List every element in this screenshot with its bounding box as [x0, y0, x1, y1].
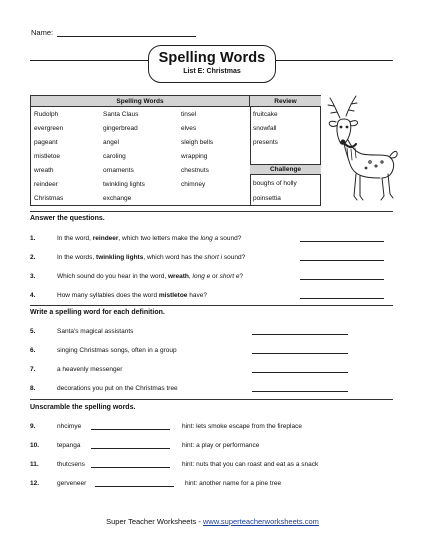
- question-number: 7.: [30, 366, 36, 373]
- challenge-header: Challenge: [250, 164, 321, 175]
- section-divider: [30, 399, 393, 400]
- question-sound: short i: [204, 254, 223, 261]
- definition-text: decorations you put on the Christmas tree: [57, 385, 178, 392]
- question-number: 8.: [30, 385, 36, 392]
- question-text: have?: [187, 292, 207, 299]
- definition-text: singing Christmas songs, often in a group: [57, 347, 177, 354]
- spelling-word: chestnuts: [181, 167, 209, 174]
- answer-line-8[interactable]: [252, 391, 348, 392]
- footer: [0, 517, 425, 526]
- question-text: , which two letters make the: [118, 235, 201, 242]
- question-text: , which word has the: [143, 254, 205, 261]
- question-number: 1.: [30, 235, 36, 242]
- page-title: Spelling Words: [158, 50, 266, 66]
- answer-line-1[interactable]: [300, 241, 384, 242]
- spelling-words-header: Spelling Words: [31, 96, 250, 107]
- question-text: or: [210, 273, 220, 280]
- spelling-word: sleigh bells: [181, 139, 214, 146]
- spelling-word: angel: [103, 139, 119, 146]
- question-text: Which sound do you hear in the word,: [57, 273, 168, 280]
- review-word: fruitcake: [253, 111, 278, 118]
- question-text: sound?: [222, 254, 246, 261]
- spelling-word: elves: [181, 125, 197, 132]
- hint-text: hint: a play or performance: [182, 442, 260, 449]
- question-sound: short e: [219, 273, 240, 280]
- question-number: 3.: [30, 273, 36, 280]
- questions-heading: Answer the questions.: [30, 215, 105, 222]
- answer-line-6[interactable]: [252, 353, 348, 354]
- spelling-word: mistletoe: [34, 153, 61, 160]
- answer-line-2[interactable]: [300, 260, 384, 261]
- question-text: ,: [188, 273, 193, 280]
- section-divider: [30, 211, 393, 212]
- question-number: 12.: [30, 480, 40, 487]
- section-divider: [30, 305, 393, 306]
- challenge-word: poinsettia: [253, 195, 281, 202]
- spelling-word: wreath: [34, 167, 54, 174]
- review-header: Review: [250, 96, 321, 107]
- spelling-word: tinsel: [181, 111, 197, 118]
- answer-line-12[interactable]: [95, 486, 174, 487]
- scrambled-word: tepanga: [57, 442, 81, 449]
- question-number: 11.: [30, 461, 39, 468]
- spelling-word: chimney: [181, 181, 206, 188]
- answer-line-10[interactable]: [91, 448, 170, 449]
- page-subtitle: List E: Christmas: [183, 68, 241, 75]
- definition-text: Santa's magical assistants: [57, 328, 134, 335]
- scrambled-word: gerveneer: [57, 480, 87, 487]
- scrambled-word: nhcimye: [57, 423, 82, 430]
- answer-line-3[interactable]: [300, 279, 384, 280]
- definition-text: a heavenly messenger: [57, 366, 123, 373]
- question-text: How many syllables does the word: [57, 292, 159, 299]
- spelling-word: twinkling lights: [103, 181, 145, 188]
- reindeer-illustration: [322, 92, 402, 207]
- answer-line-7[interactable]: [252, 372, 348, 373]
- title-box: [148, 45, 276, 83]
- spelling-word: ornaments: [103, 167, 134, 174]
- question-number: 4.: [30, 292, 36, 299]
- answer-line-5[interactable]: [252, 334, 348, 335]
- hint-text: hint: another name for a pine tree: [185, 480, 282, 487]
- scrambled-word: thutcsens: [57, 461, 85, 468]
- name-input-line[interactable]: [57, 30, 196, 37]
- spelling-word: caroling: [103, 153, 126, 160]
- question-number: 9.: [30, 423, 36, 430]
- question-text: In the words,: [57, 254, 97, 261]
- spelling-word: Christmas: [34, 195, 64, 202]
- question-number: 5.: [30, 328, 36, 335]
- spelling-word: pageant: [34, 139, 58, 146]
- review-word: presents: [253, 139, 278, 146]
- spelling-word: evergreen: [34, 125, 64, 132]
- hint-text: hint: lets smoke escape from the fireplace: [182, 423, 302, 430]
- spelling-word: exchange: [103, 195, 132, 202]
- question-number: 2.: [30, 254, 36, 261]
- question-number: 6.: [30, 347, 36, 354]
- spelling-words-table: [30, 95, 321, 206]
- question-keyword: twinkling lights: [96, 254, 144, 261]
- spelling-word: Rudolph: [34, 111, 59, 118]
- footer-link[interactable]: www.superteacherworksheets.com: [202, 517, 319, 526]
- question-keyword: reindeer: [92, 235, 119, 242]
- name-label: Name:: [31, 28, 54, 37]
- column-divider: [250, 107, 251, 206]
- review-word: snowfall: [253, 125, 277, 132]
- hint-text: hint: nuts that you can roast and eat as a snack: [182, 461, 319, 468]
- question-keyword: mistletoe: [158, 292, 188, 299]
- spelling-word: gingerbread: [103, 125, 138, 132]
- question-number: 10.: [30, 442, 40, 449]
- definitions-heading: Write a spelling word for each definition.: [30, 309, 165, 316]
- question-sound: long a: [200, 235, 219, 242]
- unscramble-heading: Unscramble the spelling words.: [30, 404, 136, 411]
- answer-line-9[interactable]: [91, 429, 170, 430]
- question-text: ?: [239, 273, 244, 280]
- challenge-word: boughs of holly: [253, 180, 297, 187]
- name-row: [31, 28, 196, 37]
- question-sound: long e: [192, 273, 211, 280]
- answer-line-4[interactable]: [300, 298, 384, 299]
- spelling-word: wrapping: [181, 153, 208, 160]
- question-keyword: wreath: [167, 273, 189, 280]
- spelling-word: Santa Claus: [103, 111, 139, 118]
- footer-text: Super Teacher Worksheets -: [106, 517, 203, 526]
- spelling-word: reindeer: [34, 181, 58, 188]
- question-text: sound?: [218, 235, 242, 242]
- question-text: In the word,: [57, 235, 93, 242]
- answer-line-11[interactable]: [91, 467, 170, 468]
